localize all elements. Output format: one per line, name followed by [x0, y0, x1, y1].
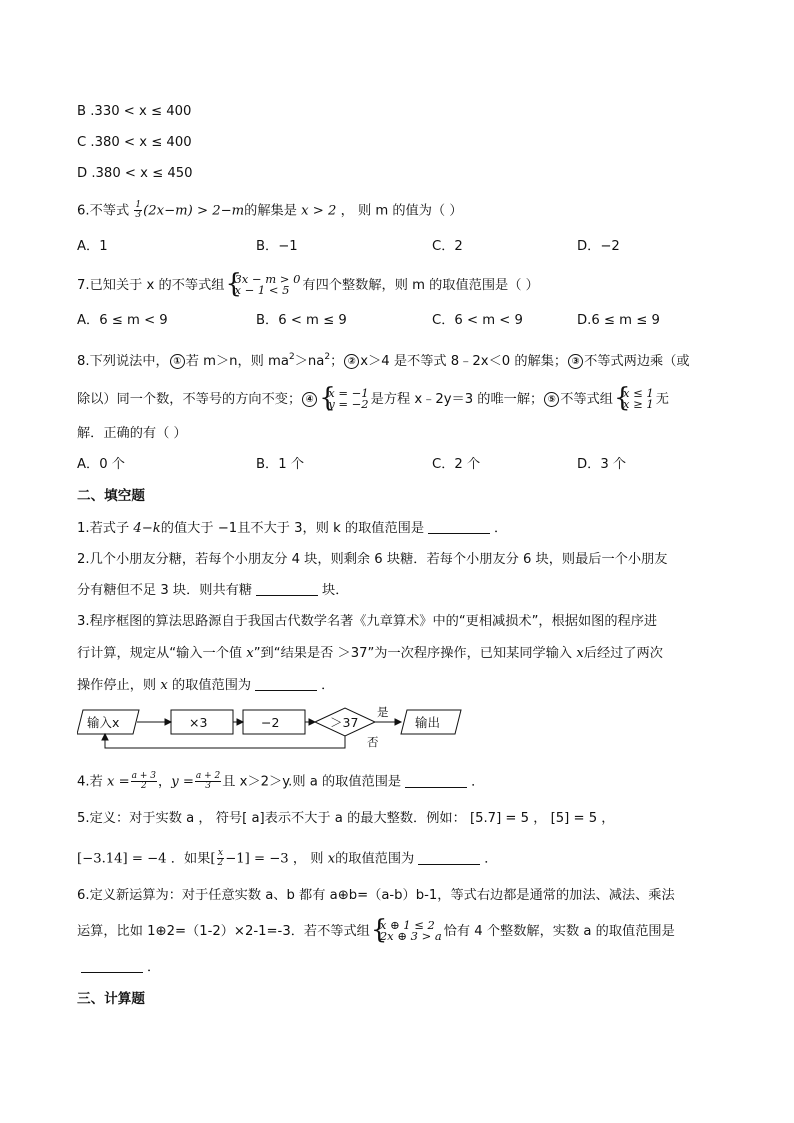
- fill-q4: 4.若 x = $\frac{a + 3}{2}$ ，y = $\frac{a + 2}{3}$ 且 x＞2＞y.则 a 的取值范围是 ．: [77, 771, 485, 791]
- q7-stem: 7.已知关于 x 的不等式组 { 3x − m > 0 x − 1 < 5 有四个整数解，则 m 的取值范围是（ ）: [77, 274, 539, 296]
- fill-q6-line-3: ．: [77, 958, 160, 977]
- q7-option-a: A．6 ≤ m < 9: [77, 313, 168, 328]
- q8-system-2: { x ≤ 1 x ≥ 1: [615, 388, 654, 410]
- flow-no-label: 否: [367, 735, 379, 749]
- flow-condition-label: ＞37: [330, 715, 359, 730]
- fill-q3-line-3: 操作停止，则 x 的取值范围为 ．: [77, 678, 335, 693]
- q8-option-d: D．3 个: [577, 457, 627, 472]
- q6-option-b: B．−1: [256, 239, 298, 254]
- q6-option-a: A．1: [77, 239, 108, 254]
- marker-2: ②: [344, 354, 359, 369]
- q6-option-c: C．2: [432, 239, 463, 254]
- marker-1: ①: [170, 354, 185, 369]
- fill-q5-blank: [418, 850, 480, 865]
- q7-system: { 3x − m > 0 x − 1 < 5: [226, 274, 300, 296]
- fill-q6-system: { x ⊕ 1 ≤ 2 2x ⊕ 3 > a: [372, 920, 442, 942]
- flow-multiply-label: ×3: [189, 715, 208, 730]
- fill-q2-blank: [256, 581, 318, 596]
- fill-q5-line-1: 5.定义：对于实数 a ， 符号[ a]表示不大于 a 的最大整数．例如： [5.7] = 5 ， [5] = 5 ，: [77, 811, 615, 826]
- flow-yes-label: 是: [377, 705, 389, 719]
- q6-stem: 6.不等式 $\frac{1}{3}$ (2x−m) > 2−m的解集是 x > 2 ， 则 m 的值为（ ）: [77, 200, 463, 220]
- fill-q2-line-1: 2.几个小朋友分糖，若每个小朋友分 4 块，则剩余 6 块糖．若每个小朋友分 6 块，则最后一个小朋友: [77, 552, 668, 567]
- fill-q2-line-2: 分有糖但不足 3 块．则共有糖 块．: [77, 583, 349, 598]
- fill-q3-line-1: 3.程序框图的算法思路源自于我国古代数学名著《九章算术》中的“更相减损术”，根据如图的程序进: [77, 614, 658, 629]
- q8-line-2: 除以）同一个数，不等号的方向不变； ④ { x = −1 y = −2 是方程 x﹣2y＝3 的唯一解； ⑤ 不等式组 { x ≤ 1 x ≥ 1 无: [77, 388, 669, 410]
- fill-q6-blank: [81, 958, 143, 973]
- flow-input-label: 输入x: [87, 715, 120, 730]
- q7-option-c: C．6 < m < 9: [432, 313, 523, 328]
- q6-option-d: D．−2: [577, 239, 620, 254]
- program-flowchart: [77, 702, 477, 752]
- q5-option-d: D .380 < x ≤ 450: [77, 166, 193, 181]
- fill-q3-line-2: 行计算，规定从“输入一个值 x”到“结果是否 ＞37”为一次程序操作，已知某同学输入 x后经过了两次: [77, 646, 663, 661]
- q8-system-1: { x = −1 y = −2: [320, 388, 368, 410]
- fill-q6-line-1: 6.定义新运算为：对于任意实数 a、b 都有 a⊕b=（a-b）b-1，等式右边都是通常的加法、减法、乘法: [77, 888, 675, 903]
- fill-q6-line-2: 运算，比如 1⊕2=（1-2）×2-1=-3．若不等式组 { x ⊕ 1 ≤ 2 2x ⊕ 3 > a 恰有 4 个整数解，实数 a 的取值范围是: [77, 920, 675, 942]
- q8-option-b: B．1 个: [256, 457, 305, 472]
- q5-option-c: C .380 < x ≤ 400: [77, 135, 192, 150]
- fill-q1-blank: [428, 519, 490, 534]
- q6-fraction: $\frac{1}{3}$: [135, 200, 142, 220]
- q5-option-b: B .330 < x ≤ 400: [77, 104, 192, 119]
- marker-4: ④: [302, 392, 317, 407]
- flow-subtract-label: −2: [261, 715, 280, 730]
- marker-3: ③: [568, 354, 583, 369]
- q7-option-d: D.6 ≤ m ≤ 9: [577, 313, 660, 328]
- fill-q4-blank: [405, 773, 467, 788]
- fill-q5-line-2: [−3.14] = −4 ．如果[ $\frac{x}{2}$ −1] = −3 ， 则 x的取值范围为 ．: [77, 848, 498, 868]
- marker-5: ⑤: [544, 392, 559, 407]
- flow-output-label: 输出: [415, 715, 441, 730]
- section-2-title: 二、填空题: [77, 488, 145, 504]
- fill-q1: 1.若式子 4−k的值大于 −1且不大于 3，则 k 的取值范围是 ．: [77, 521, 508, 536]
- q8-option-a: A．0 个: [77, 457, 125, 472]
- fill-q3-blank: [255, 676, 317, 691]
- q8-line-1: 8.下列说法中， ① 若 m＞n，则 $ma^2>na^2$； ② x＞4 是不等式 8﹣2x＜0 的解集； ③ 不等式两边乘（或: [77, 352, 690, 369]
- q7-option-b: B．6 < m ≤ 9: [256, 313, 347, 328]
- q8-option-c: C．2 个: [432, 457, 481, 472]
- q8-line-3: 解．正确的有（ ）: [77, 426, 187, 441]
- section-3-title: 三、计算题: [77, 991, 145, 1007]
